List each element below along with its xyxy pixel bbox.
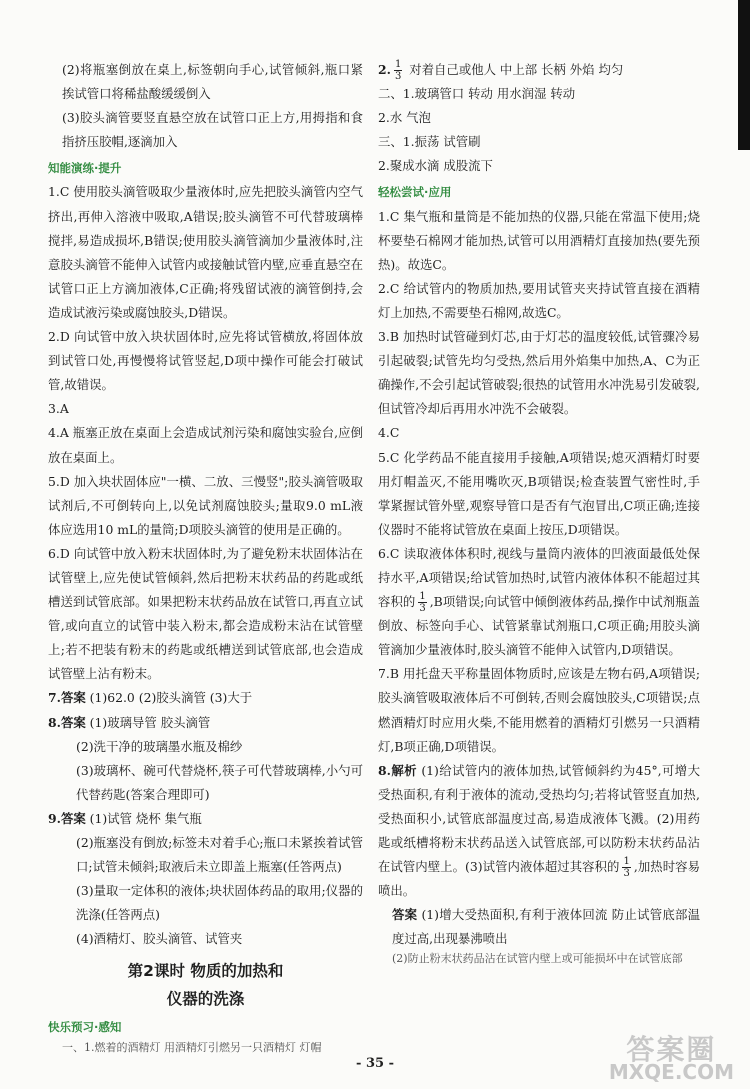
answer-9-part-4: (4)酒精灯、胶头滴管、试管夹: [76, 931, 243, 947]
fraction-one-third: [418, 591, 426, 614]
watermark-logo: [608, 1033, 734, 1084]
answer-4: 4.A 瓶塞正放在桌面上会造成试剂污染和腐蚀实验台,应倒放在桌面上。: [48, 425, 363, 465]
app-answer-6-text-b: ,B项错误;向试管中倾倒液体药品,操作中试剂瓶盖倒放、标签向手心、试管紧靠试剂瓶口,C项正确;用胶头滴管滴加少量液体时,胶头滴管不能伸入试管内,D项错误。: [378, 594, 700, 658]
solution-part-2: (2)防止粉末状药品沾在试管内壁上或可能损坏中在试管底部: [392, 952, 683, 966]
left-column: [48, 58, 363, 1056]
app-answer-8-label: 解析: [390, 762, 417, 778]
app-answer-8-text-b: ,加热时容易喷出。: [378, 859, 700, 899]
side-tab-marker: [738, 0, 750, 150]
answer-7: [48, 686, 363, 710]
app-answer-4: 4.C: [378, 425, 400, 441]
app-answer-8-number: 8.: [378, 762, 391, 778]
app-answer-2: 2.C 给试管内的物质加热,要用试管夹夹持试管直接在酒精灯上加热,不需要垫石棉网,故选C。: [378, 280, 700, 320]
section-heading-practice: 知能演练·提升: [48, 161, 122, 176]
pre-item-3: (3)胶头滴管要竖直悬空放在试管口正上方,用拇指和食指挤压胶帽,逐滴加入: [62, 110, 363, 150]
answer-7-label: 答案: [60, 690, 86, 706]
app-answer-8-solution: [378, 903, 700, 951]
answer-8-part-2: (2)洗干净的玻璃墨水瓶及棉纱: [76, 738, 243, 754]
answer-9: [48, 807, 363, 831]
section-heading-preview: 快乐预习·感知: [48, 1020, 122, 1035]
preview-section-3-line-2: 2.聚成水滴 成股流下: [378, 158, 493, 174]
preview-section-3-line-1: 三、1.振荡 试管刷: [378, 134, 481, 150]
fraction-denominator: 3: [419, 603, 426, 615]
fraction-denominator: 3: [394, 71, 402, 82]
fraction-one-third: [622, 856, 630, 879]
answer-8: [48, 711, 363, 735]
section-heading-application: 轻松尝试·应用: [378, 185, 452, 200]
page-number: - 35 -: [356, 1056, 394, 1071]
answer-8-number: 8.: [48, 714, 61, 730]
answer-9-part-3: (3)量取一定体积的液体;块状固体药品的取用;仪器的洗涤(任答两点): [76, 883, 363, 923]
lesson-title-line-2: 仪器的洗涤: [166, 990, 245, 1009]
answer-9-label: 答案: [60, 810, 86, 826]
right-column: [378, 58, 700, 966]
answer-3: 3.A: [48, 401, 69, 417]
app-answer-7: 7.B 用托盘天平称量固体物质时,应该是左物右码,A项错误;胶头滴管吸取液体后不可倒转,否则会腐蚀胶头,C项错误;点燃酒精灯时应用火柴,不能用燃着的酒精灯引燃另一只酒精灯,B项正确,D项错误。: [378, 666, 700, 754]
app-answer-1: 1.C 集气瓶和量筒是不能加热的仪器,只能在常温下使用;烧杯要垫石棉网才能加热,试管可以用酒精灯直接加热(要先预热)。故选C。: [378, 208, 700, 272]
fraction-denominator: 3: [623, 868, 630, 880]
solution-label: 答案: [392, 907, 418, 923]
app-answer-6-text-a: 6.C 读取液体体积时,视线与量筒内液体的凹液面最低处保持水平,A项错误;给试管加热时,试管内液体体积不能超过其容积的: [378, 545, 700, 610]
fraction-numerator: 1: [419, 591, 426, 603]
app-answer-6: [378, 542, 700, 662]
preview-2-text: 对着自己或他人 中上部 长柄 外焰 均匀: [405, 62, 624, 77]
preview-answer-2: [378, 58, 700, 82]
answer-1: 1.C 使用胶头滴管吸取少量液体时,应先把胶头滴管内空气挤出,再伸入溶液中吸取,A错误;胶头滴管不可代替玻璃棒搅拌,易造成损坏,B错误;使用胶头滴管滴加少量液体时,注意胶头滴管不能伸入试管内或接触试管内壁,应垂直悬空在试管口正上方滴加液体,C正确;将残留试液的滴管倒持,会造成试液污染或腐蚀胶头,D错误。: [48, 184, 363, 320]
solution-part-1: (1)增大受热面积,有利于液体回流 防止试管底部温度过高,出现暴沸喷出: [392, 907, 700, 947]
fraction-numerator: 1: [623, 856, 630, 868]
answer-6: 6.D 向试管中放入粉末状固体时,为了避免粉末状固体沾在试管壁上,应先使试管倾斜,然后把粉末状药品的药匙或纸槽送到试管底部。如果把粉末状药品放在试管口,再直立试管,或向直立的试管中装入粉末,都会造成粉末沾在试管壁上;若不把装有粉末的药匙或纸槽送到试管底部,也会造成试管壁上沾有粉末。: [48, 545, 363, 682]
answer-8-text: (1)玻璃导管 胶头滴管: [85, 714, 211, 730]
watermark-text-cn: 答案圈: [626, 1033, 717, 1066]
pre-item-2: (2)将瓶塞倒放在桌上,标签朝向手心,试管倾斜,瓶口紧挨试管口将稀盐酸缓缓倒入: [62, 62, 363, 102]
watermark-text-url: MXQE.COM: [608, 1060, 734, 1084]
app-answer-5: 5.C 化学药品不能直接用手接触,A项错误;熄灭酒精灯时要用灯帽盖灭,不能用嘴吹灭,B项错误;检查装置气密性时,手掌紧握试管外壁,观察导管口是否有气泡冒出,C项正确;连接仪器时不能将试管放在桌面上按压,D项错误。: [378, 449, 700, 537]
app-answer-3: 3.B 加热时试管碰到灯芯,由于灯芯的温度较低,试管骤冷易引起破裂;试管先均匀受热,然后用外焰集中加热,A、C为正确操作,不会引起试管破裂;很热的试管用水冲洗易引发破裂,但试管冷却后再用水冲洗不会破裂。: [378, 329, 700, 417]
answer-8-part-3: (3)玻璃杯、碗可代替烧杯,筷子可代替玻璃棒,小勺可代替药匙(答案合理即可): [76, 762, 363, 802]
app-answer-8: [378, 759, 700, 904]
preview-section-2-line-2: 2.水 气泡: [378, 110, 431, 126]
answer-5: 5.D 加入块状固体应"一横、二放、三慢竖";胶头滴管吸取试剂后,不可倒转向上,以免试剂腐蚀胶头;量取9.0 mL液体应选用10 mL的量筒;D项胶头滴管的使用是正确的。: [48, 473, 363, 537]
preview-2-number: 2.: [378, 62, 391, 77]
answer-7-text: (1)62.0 (2)胶头滴管 (3)大于: [85, 690, 253, 706]
preview-answer-1: 一、1.燃着的酒精灯 用酒精灯引燃另一只酒精灯 灯帽: [62, 1040, 322, 1054]
app-answer-8-text-a: (1)给试管内的液体加热,试管倾斜约为45°,可增大受热面积,有利于液体的流动,受热均匀;若将试管竖直加热,受热面积小,试管底部温度过高,易造成液体飞溅。(2)用药匙或纸槽将粉末状药品送入试管底部,可以防粉末状药品沾在试管内壁上。(3)试管内液体超过其容积的: [378, 762, 700, 875]
lesson-title-line-1: 第2课时 物质的加热和: [127, 962, 284, 981]
answer-2: 2.D 向试管中放入块状固体时,应先将试管横放,将固体放到试管口处,再慢慢将试管竖起,D项中操作可能会打破试管,故错误。: [48, 329, 363, 393]
answer-9-text: (1)试管 烧杯 集气瓶: [85, 810, 202, 826]
answer-8-label: 答案: [60, 714, 86, 730]
fraction-numerator: 1: [394, 59, 402, 70]
preview-section-2-line-1: 二、1.玻璃管口 转动 用水润湿 转动: [378, 86, 576, 102]
answer-7-number: 7.: [48, 690, 61, 706]
answer-9-number: 9.: [48, 810, 61, 826]
fraction-one-third: [394, 59, 402, 82]
answer-9-part-2: (2)瓶塞没有倒放;标签未对着手心;瓶口未紧挨着试管口;试管未倾斜;取液后未立即盖上瓶塞(任答两点): [76, 835, 363, 875]
